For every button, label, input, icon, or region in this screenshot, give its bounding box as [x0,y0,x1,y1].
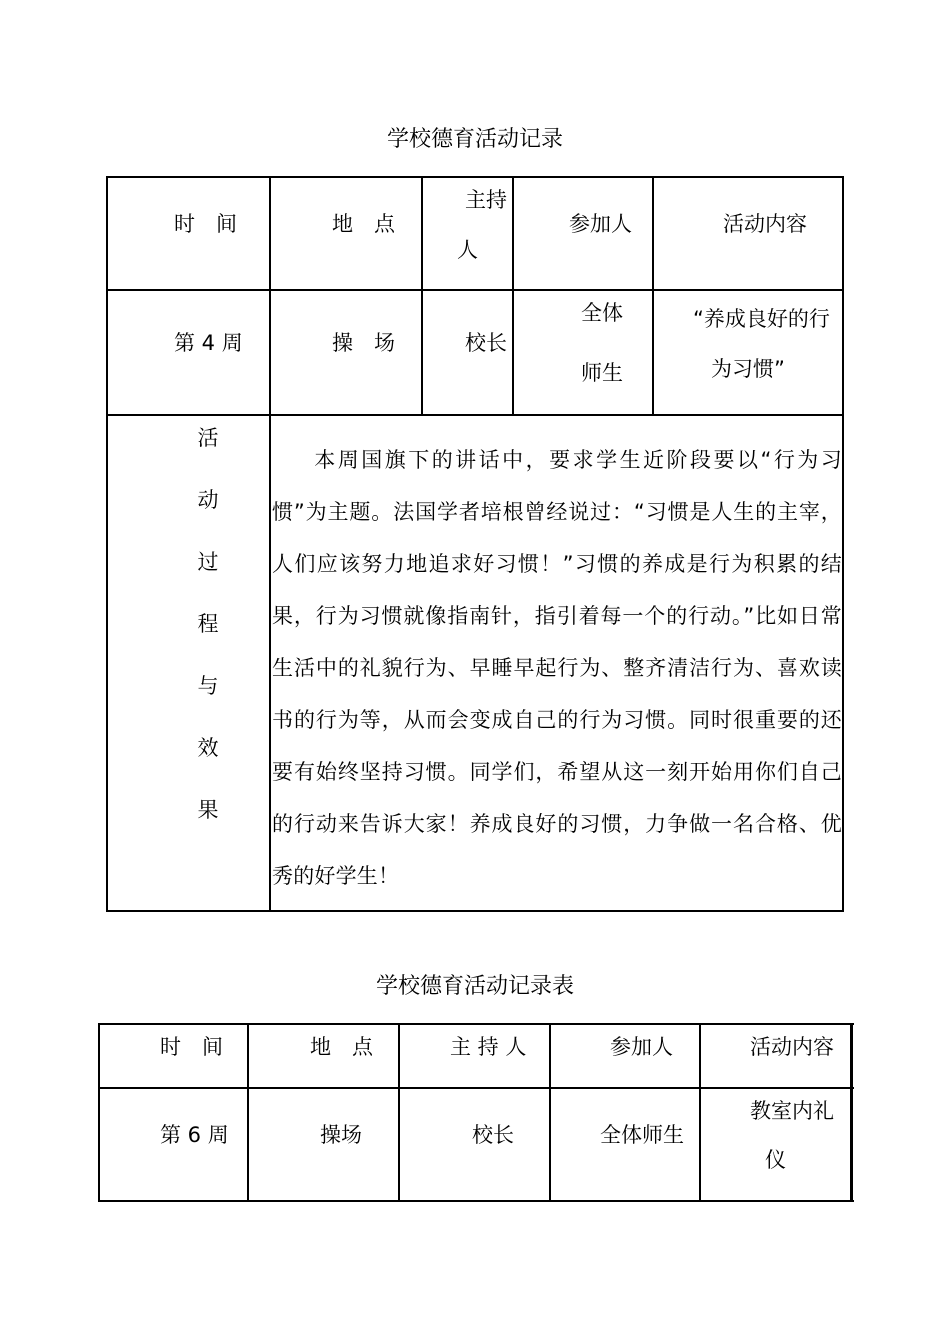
header-content: 活动内容 [723,212,807,236]
header-place: 地 点 [332,212,395,236]
header-content: 活动内容 [750,1035,834,1059]
table2-divider [549,1023,551,1202]
header-time: 时 间 [160,1035,223,1059]
process-label-char: 过 [197,550,219,574]
table1-divider [512,176,514,416]
table2-divider [699,1023,701,1202]
table1-divider [269,176,271,912]
process-label-char: 活 [197,426,219,450]
row-host: 校长 [465,331,507,355]
table2-border-right [850,1023,853,1202]
table1-border-top [106,176,844,178]
table2-border-left [98,1023,100,1202]
process-label-char: 动 [197,488,219,512]
row-content-line1: “养成良好的行 [693,307,830,331]
table1-divider [106,289,844,291]
table2-divider [98,1087,854,1089]
table1-divider [652,176,654,416]
row-participants-line2: 师生 [581,361,623,385]
row-host: 校长 [472,1123,514,1147]
row-content-line1: 教室内礼 [750,1099,834,1123]
table1-border-bottom [106,910,844,912]
process-label [188,407,228,841]
process-label-char: 效 [197,736,219,760]
process-label-char: 果 [197,798,219,822]
process-label-char: 程 [197,612,219,636]
process-label-char: 与 [197,674,219,698]
header-time: 时 间 [174,212,237,236]
row-content-line2: 仪 [765,1148,786,1172]
table1-border-left [106,176,108,912]
process-text-cell [272,434,842,902]
header-participants: 参加人 [610,1035,673,1059]
row-place: 操场 [320,1123,362,1147]
table2-title: 学校德育活动记录表 [375,974,574,999]
table2-divider [398,1023,400,1202]
table1-title: 学校德育活动记录 [386,127,563,152]
process-text: 本周国旗下的讲话中，要求学生近阶段要以“行为习惯”为主题。法国学者培根曾经说过：“习惯是人生的主宰，人们应该努力地追求好习惯！”习惯的养成是行为积累的结果，行为习惯就像指南针，指引着每一个的行动。”比如日常生活中的礼貌行为、早睡早起行为、整齐清洁行为、喜欢读书的行为等，从而会变成自己的行为习惯。同时很重要的还要有始终坚持习惯。同学们，希望从这一刻开始用你们自己的行动来告诉大家！养成良好的习惯，力争做一名合格、优秀的好学生！ [272,448,842,888]
table2-border-top [98,1023,854,1025]
header-place: 地 点 [310,1035,373,1059]
table1-border-right [842,176,844,912]
row-time: 第 4 周 [174,331,243,355]
row-participants-line1: 全体 [581,301,623,325]
table2-divider [247,1023,249,1202]
header-host-line1: 主持 [465,188,507,212]
header-host: 主 持 人 [450,1035,527,1059]
table2-border-bottom [98,1200,854,1202]
table1-divider [421,176,423,416]
header-host-line2: 人 [457,238,478,262]
row-content-line2: 为习惯” [711,357,785,381]
row-place: 操 场 [332,331,395,355]
row-participants: 全体师生 [600,1123,684,1147]
header-participants: 参加人 [569,212,632,236]
row-time: 第 6 周 [160,1123,229,1147]
